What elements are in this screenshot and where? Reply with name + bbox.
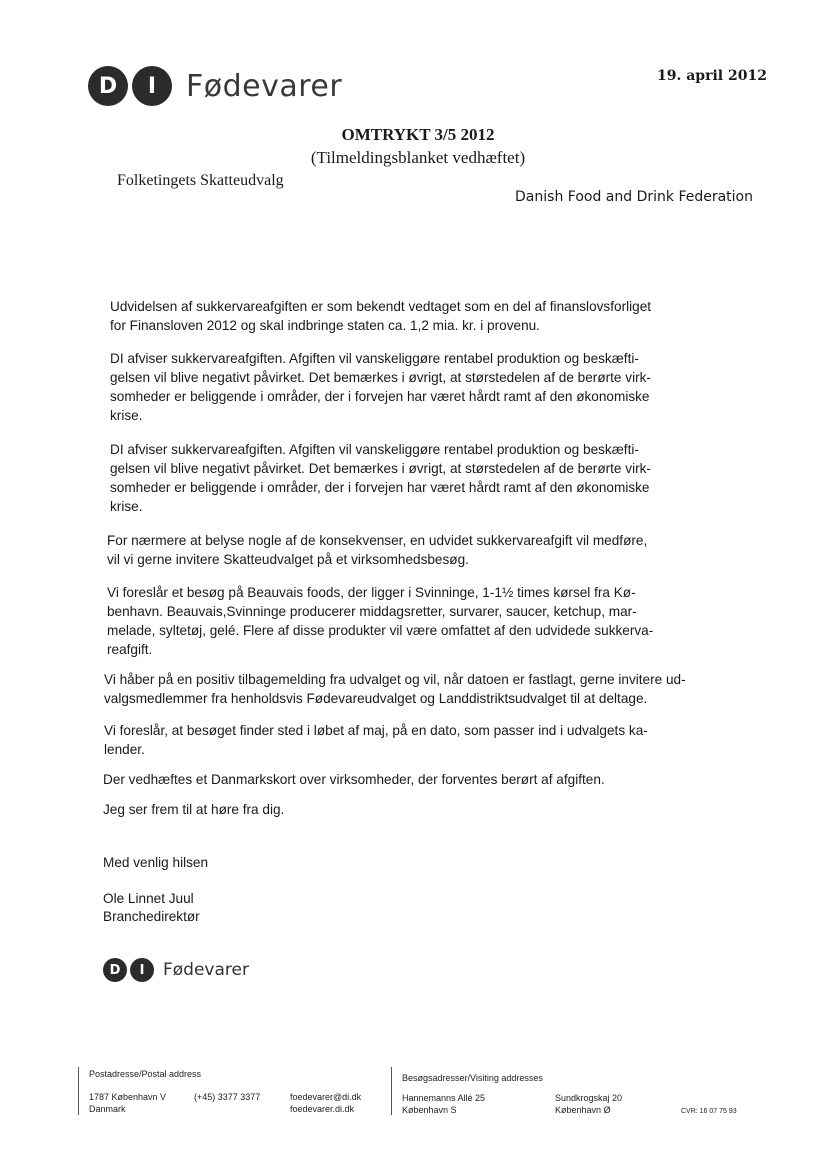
paragraph-line: somheder er beliggende i områder, der i forvejen har været hårdt ramt af den økonomiske <box>110 389 650 404</box>
visit2-city: København Ø <box>555 1105 611 1115</box>
logo-brand-text: Fødevarer <box>186 68 343 104</box>
paragraph-7 <box>104 721 668 759</box>
recipient: Folketingets Skatteudvalg <box>117 172 284 189</box>
signer-name: Ole Linnet Juul <box>103 891 194 906</box>
paragraph-line: lender. <box>104 742 145 757</box>
paragraph-1 <box>110 297 672 335</box>
paragraph-4 <box>107 531 672 569</box>
logo-brand-text: Fødevarer <box>163 960 249 980</box>
website-link[interactable]: foedevarer.di.dk <box>290 1104 355 1114</box>
paragraph-line: gelsen vil blive negativt påvirket. Det bemærkes i øvrigt, at størstedelen af de berørte virk- <box>110 370 651 385</box>
paragraph-line: valgsmedlemmer fra henholdsvis Fødevareudvalget og Landdistriktsudvalget til at deltage. <box>104 691 648 706</box>
paragraph-line: gelsen vil blive negativt påvirket. Det bemærkes i øvrigt, at størstedelen af de berørte virk- <box>110 461 651 476</box>
paragraph-line: for Finansloven 2012 og skal indbringe staten ca. 1,2 mia. kr. i provenu. <box>110 318 540 333</box>
footer-di-logo <box>103 958 249 982</box>
paragraph-8 <box>103 770 605 789</box>
organization-name: Danish Food and Drink Federation <box>515 189 753 205</box>
postal-address-heading: Postadresse/Postal address <box>89 1069 202 1079</box>
reprint-subtitle: (Tilmeldingsblanket vedhæftet) <box>310 148 526 167</box>
footer-divider <box>78 1067 79 1115</box>
postal-address <box>89 1091 166 1115</box>
email-link[interactable]: foedevarer@di.dk <box>290 1092 362 1102</box>
paragraph-9 <box>103 800 284 819</box>
logo-letter-d: D <box>103 958 127 982</box>
phone-number: (+45) 3377 3377 <box>194 1092 261 1102</box>
visiting-address-2 <box>555 1092 622 1116</box>
paragraph-line: Jeg ser frem til at høre fra dig. <box>103 802 285 817</box>
paragraph-line: melade, syltetøj, gelé. Flere af disse produkter vil være omfattet af den udvidede sukkerva- <box>107 623 654 638</box>
paragraph-line: Vi foreslår, at besøget finder sted i løbet af maj, på en dato, som passer ind i udvalgets ka- <box>104 723 648 738</box>
paragraph-3 <box>110 440 672 516</box>
paragraph-line: somheder er beliggende i områder, der i forvejen har været hårdt ramt af den økonomiske <box>110 480 650 495</box>
paragraph-5 <box>107 583 672 659</box>
paragraph-line: Vi håber på en positiv tilbagemelding fra udvalget og vil, når datoen er fastlagt, gerne invitere ud- <box>104 672 686 687</box>
paragraph-line: For nærmere at belyse nogle af de konsekvenser, en udvidet sukkervareafgift vil medføre, <box>107 533 648 548</box>
postal-city: 1787 København V <box>89 1092 167 1102</box>
visiting-addresses-heading: Besøgsadresser/Visiting addresses <box>402 1073 543 1083</box>
paragraph-line: krise. <box>110 499 143 514</box>
signer-title: Branchedirektør <box>103 909 200 924</box>
paragraph-line: Der vedhæftes et Danmarkskort over virksomheder, der forventes berørt af afgiften. <box>103 772 605 787</box>
visit1-city: København S <box>402 1105 457 1115</box>
letter-date: 19. april 2012 <box>657 68 767 84</box>
paragraph-line: vil vi gerne invitere Skatteudvalget på et virksomhedsbesøg. <box>107 552 469 567</box>
logo-letter-i: I <box>132 66 172 106</box>
closing-greeting: Med venlig hilsen <box>103 855 209 870</box>
cvr-number: CVR: 16 07 75 93 <box>681 1108 737 1115</box>
paragraph-2 <box>110 349 672 425</box>
visit1-street: Hannemanns Allé 25 <box>402 1093 486 1103</box>
paragraph-line: reafgift. <box>107 642 153 657</box>
paragraph-6 <box>104 670 686 708</box>
reprint-title: OMTRYKT 3/5 2012 <box>341 125 495 144</box>
paragraph-line: krise. <box>110 408 143 423</box>
contact-links <box>290 1091 361 1115</box>
paragraph-line: Vi foreslår et besøg på Beauvais foods, der ligger i Svinninge, 1-1½ times kørsel fra Kø- <box>107 585 636 600</box>
di-logo <box>88 66 342 106</box>
paragraph-line: Udvidelsen af sukkervareafgiften er som bekendt vedtaget som en del af finanslovsforliget <box>110 299 652 314</box>
paragraph-line: benhavn. Beauvais,Svinninge producerer middagsretter, survarer, saucer, ketchup, mar- <box>107 604 637 619</box>
logo-letter-i: I <box>130 958 154 982</box>
visit2-street: Sundkrogskaj 20 <box>555 1093 623 1103</box>
paragraph-line: DI afviser sukkervareafgiften. Afgiften vil vanskeliggøre rentabel produktion og beskæfti- <box>110 442 639 457</box>
postal-country: Danmark <box>89 1104 126 1114</box>
paragraph-line: DI afviser sukkervareafgiften. Afgiften vil vanskeliggøre rentabel produktion og beskæfti- <box>110 351 639 366</box>
logo-letter-d: D <box>88 66 128 106</box>
footer-divider <box>391 1067 392 1115</box>
visiting-address-1 <box>402 1092 485 1116</box>
